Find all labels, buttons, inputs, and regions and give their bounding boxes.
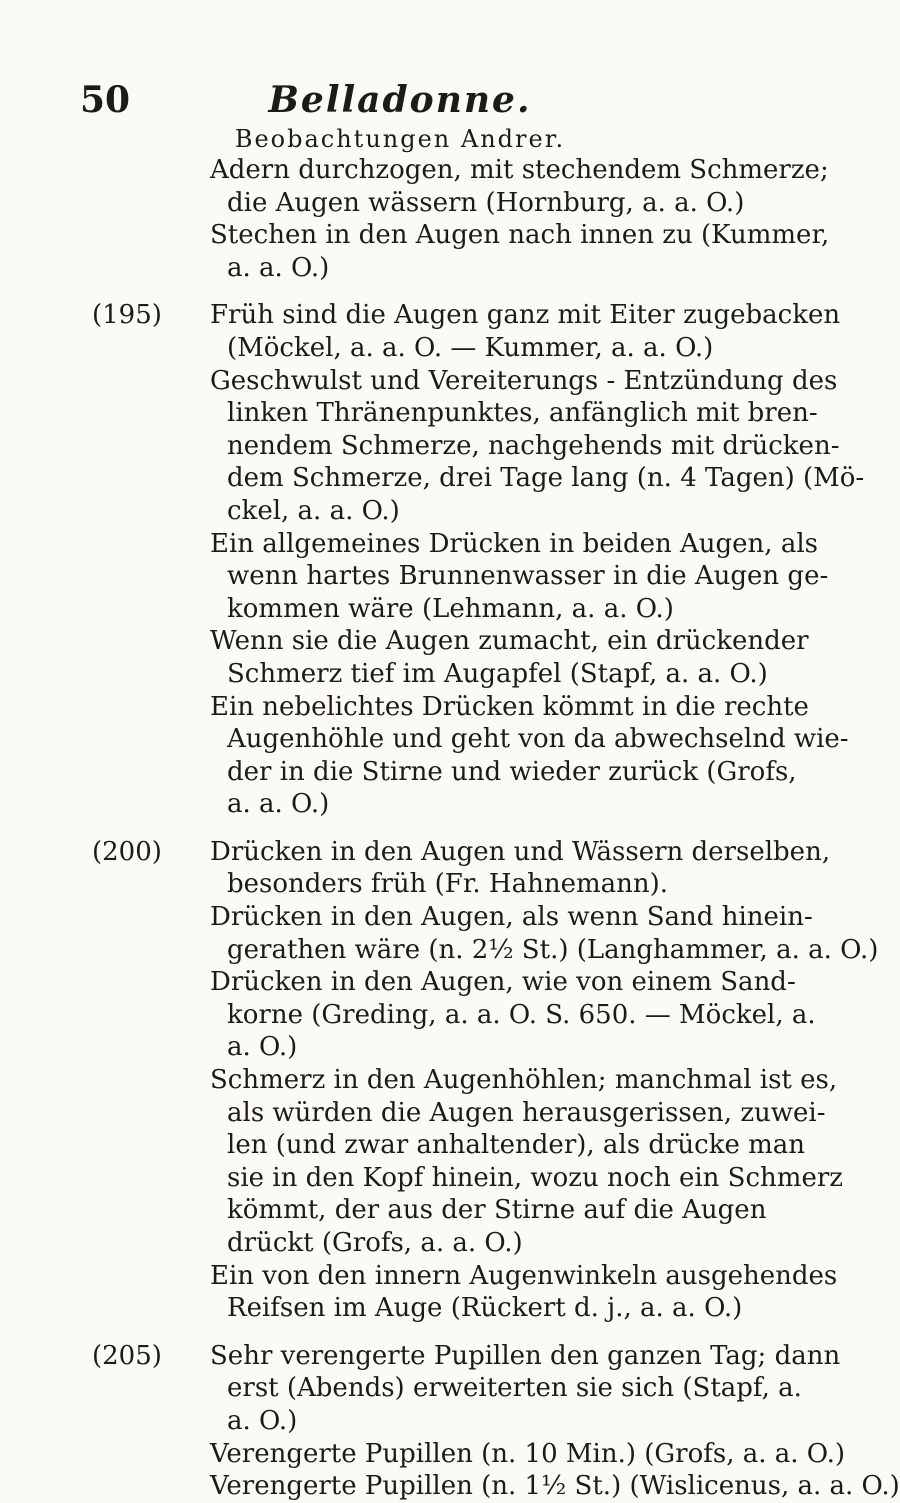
text-line: linken Thränenpunktes, anfänglich mit bren- [227,398,818,429]
text-line: Adern durchzogen, mit stechendem Schmerze; [210,155,829,185]
symptom-entry [0,691,849,821]
text-line: a. O.) [227,1032,298,1063]
text-line: wenn hartes Brunnenwasser in die Augen ge- [227,561,829,592]
text-line: Drücken in den Augen und Wässern derselben, [210,836,831,867]
text-line: Ein nebelichtes Drücken kömmt in die rechte [210,691,809,722]
text-line: Verengerte Pupillen (n. 10 Min.) (Grofs, a. a. O.) [210,1438,845,1469]
text-line: Augenhöhle und geht von da abwechselnd wie- [227,724,849,755]
symptom-entry [0,901,879,966]
page-header [0,80,800,130]
symptom-entry [0,154,829,219]
symptom-entry [0,1064,843,1260]
text-line: erst (Abends) erweiterten sie sich (Stapf, a. [227,1373,802,1404]
running-title: Belladonne. [268,79,532,121]
page-number: 50 [80,79,131,121]
text-line: Sehr verengerte Pupillen den ganzen Tag; dann [210,1340,841,1371]
text-line: Schmerz in den Augenhöhlen; manchmal ist es, [210,1065,838,1096]
text-line: Ein allgemeines Drücken in beiden Augen, als [210,528,818,559]
text-line: Wenn sie die Augen zumacht, ein drückender [210,626,809,657]
symptom-entry [0,1438,845,1471]
text-line: nendem Schmerze, nachgehends mit drücken- [227,430,840,461]
symptom-list [0,154,900,1503]
section-heading: Beobachtungen Andrer. [234,125,566,153]
text-line: Schmerz tief im Augapfel (Stapf, a. a. O.) [227,658,768,689]
symptom-entry [0,1260,838,1325]
text-line: (Möckel, a. a. O. — Kummer, a. a. O.) [227,332,714,363]
symptom-entry [0,1470,900,1503]
text-line: drückt (Grofs, a. a. O.) [227,1228,523,1258]
text-line: a. a. O.) [227,789,330,820]
text-line: Stechen in den Augen nach innen zu (Kummer, [210,220,830,251]
text-line: kömmt, der aus der Stirne auf die Augen [227,1195,767,1226]
text-line: der in die Stirne und wieder zurück (Grofs, [227,756,797,787]
symptom-number: (200) [92,836,162,867]
text-line: sie in den Kopf hinein, wozu noch ein Schmerz [227,1162,843,1193]
text-line: Reifsen im Auge (Rückert d. j., a. a. O.) [227,1293,743,1324]
symptom-entry [0,299,841,364]
symptom-number: (195) [92,300,162,331]
text-line: Drücken in den Augen, wie von einem Sand- [210,967,796,998]
symptom-entry [0,365,865,528]
symptom-entry [0,219,830,284]
text-line: gerathen wäre (n. 2½ St.) (Langhammer, a. a. O.) [227,934,879,965]
text-line: korne (Greding, a. a. O. S. 650. — Möckel, a. [227,999,816,1030]
text-line: a. O.) [227,1405,298,1436]
text-line: als würden die Augen herausgerissen, zuwei- [227,1097,826,1128]
text-line: Früh sind die Augen ganz mit Eiter zugebacken [210,300,841,331]
symptom-entry [0,966,816,1064]
text-line: ckel, a. a. O.) [227,495,400,526]
text-line: Verengerte Pupillen (n. 1½ St.) (Wislicenus, a. a. O.) [210,1471,900,1502]
symptom-entry [0,625,809,690]
text-line: len (und zwar anhaltender), als drücke man [227,1130,806,1161]
text-line: Ein von den innern Augenwinkeln ausgehendes [210,1260,838,1291]
text-line: Drücken in den Augen, als wenn Sand hinein- [210,902,813,933]
text-line: a. a. O.) [227,252,330,283]
symptom-entry [0,1340,841,1438]
text-line: Geschwulst und Vereiterungs - Entzündung des [210,365,838,396]
text-line: besonders früh (Fr. Hahnemann). [227,869,669,900]
symptom-entry [0,836,831,901]
text-line: dem Schmerze, drei Tage lang (n. 4 Tagen) (Mö- [227,463,865,494]
symptom-entry [0,528,829,626]
text-line: die Augen wässern (Hornburg, a. a. O.) [227,187,745,218]
text-line: kommen wäre (Lehmann, a. a. O.) [227,593,674,624]
symptom-number: (205) [92,1340,162,1371]
